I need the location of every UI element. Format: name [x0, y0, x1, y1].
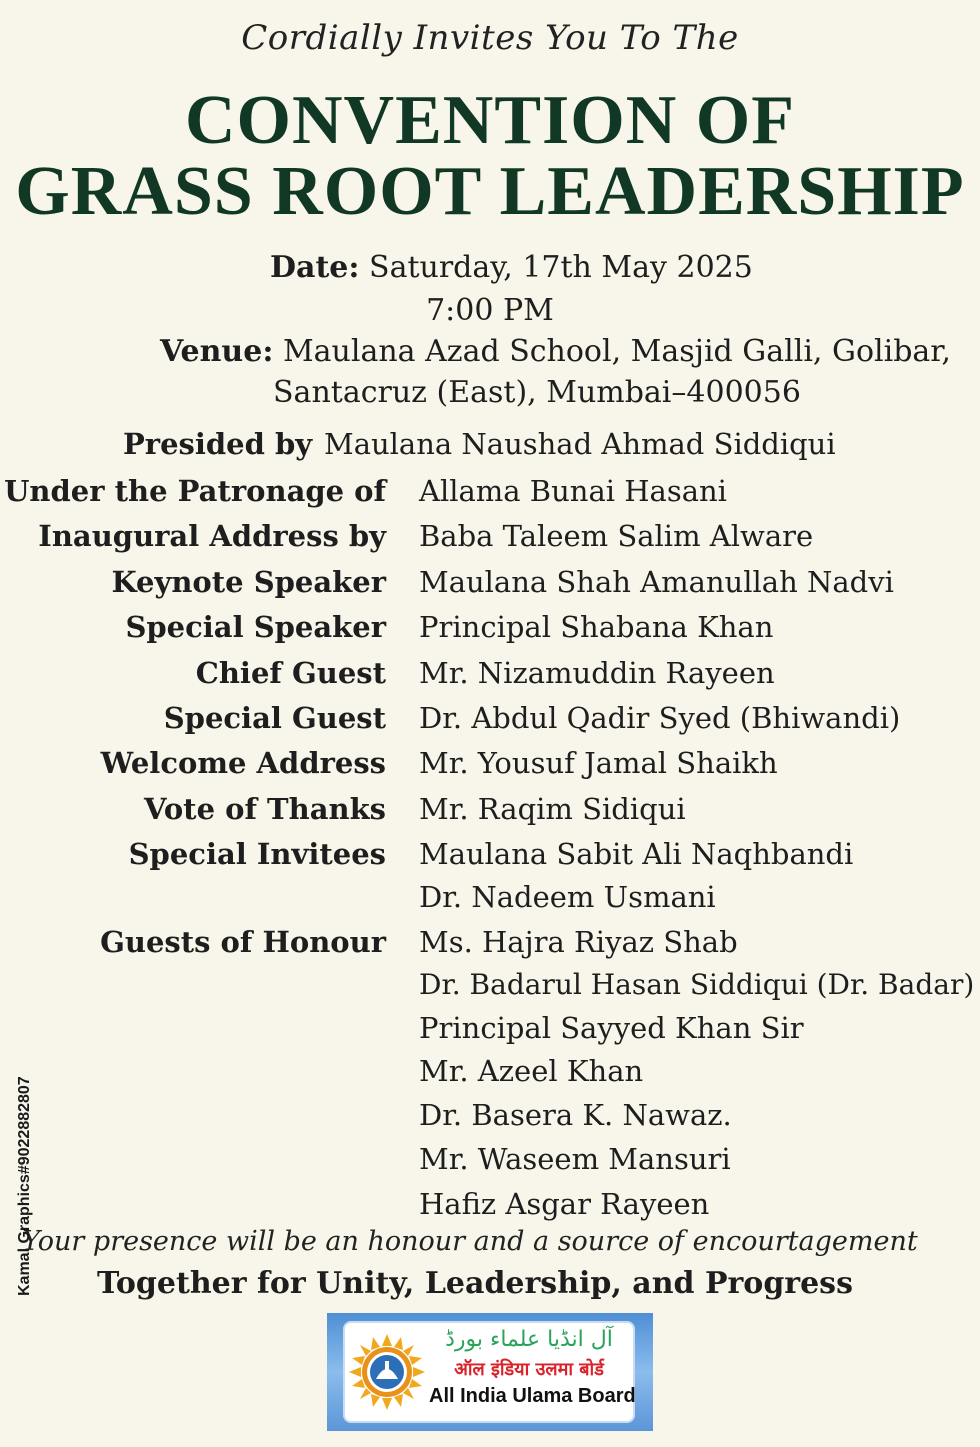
program-name: Dr. Basera K. Nawaz. [419, 1098, 732, 1132]
program-name: Mr. Azeel Khan [419, 1054, 644, 1088]
program-label: Guests of Honour [100, 925, 386, 959]
venue-label: Venue: [160, 334, 274, 369]
program-name: Dr. Nadeem Usmani [419, 880, 716, 914]
logo-panel [345, 1323, 636, 1421]
program-name: Dr. Abdul Qadir Syed (Bhiwandi) [419, 701, 901, 735]
program-name: Hafiz Asgar Rayeen [419, 1187, 710, 1221]
program-name: Principal Sayyed Khan Sir [419, 1011, 804, 1045]
tagline: Together for Unity, Leadership, and Progress [97, 1266, 853, 1301]
venue-line-1: Maulana Azad School, Masjid Galli, Golibar, [282, 334, 951, 369]
program-name: Maulana Sabit Ali Naqhbandi [419, 837, 854, 871]
program-label: Inaugural Address by [38, 519, 386, 553]
program-label: Vote of Thanks [144, 792, 386, 826]
program-name: Principal Shabana Khan [419, 610, 774, 644]
program-name: Mr. Nizamuddin Rayeen [419, 656, 775, 690]
program-label: Special Guest [163, 701, 386, 735]
date-label: Date: [270, 250, 360, 285]
program-name: Mr. Yousuf Jamal Shaikh [419, 746, 778, 780]
logo-urdu-text: آل انڈیا علماء بورڈ [445, 1327, 613, 1352]
presided-row [123, 427, 312, 461]
presence-line: Your presence will be an honour and a source of encourtagement [22, 1226, 918, 1257]
program-label: Chief Guest [195, 656, 386, 690]
program-name: Mr. Raqim Sidiqui [419, 792, 686, 826]
event-title-line-1: CONVENTION OF [185, 82, 795, 159]
program-name: Baba Taleem Salim Alware [419, 519, 814, 553]
event-title-line-2: GRASS ROOT LEADERSHIP [15, 153, 965, 230]
venue-line-2: Santacruz (East), Mumbai–400056 [273, 375, 801, 410]
logo-hindi-text: ऑल इंडिया उलमा बोर्ड [454, 1359, 604, 1380]
program-label: Welcome Address [100, 746, 386, 780]
venue-row [160, 334, 951, 369]
sun-emblem-icon [349, 1334, 425, 1410]
logo-english-text: All India Ulama Board [429, 1385, 636, 1407]
program-name: Dr. Badarul Hasan Siddiqui (Dr. Badar) [419, 968, 975, 1001]
program-label: Under the Patronage of [4, 474, 386, 508]
program-name: Allama Bunai Hasani [419, 474, 727, 508]
time-value: 7:00 PM [426, 293, 554, 328]
organization-logo [327, 1313, 653, 1431]
program-label: Special Speaker [125, 610, 386, 644]
presided-label: Presided by [123, 427, 313, 461]
invite-line: Cordially Invites You To The [241, 18, 739, 58]
program-name: Ms. Hajra Riyaz Shab [419, 925, 738, 959]
date-value: Saturday, 17th May 2025 [369, 250, 753, 285]
date-row [270, 250, 753, 285]
program-label: Keynote Speaker [111, 565, 386, 599]
program-label: Special Invitees [128, 837, 386, 871]
presided-name: Maulana Naushad Ahmad Siddiqui [324, 427, 836, 461]
program-name: Mr. Waseem Mansuri [419, 1142, 731, 1176]
designer-credit: Kamal Graphics#9022882807 [16, 1076, 33, 1296]
program-name: Maulana Shah Amanullah Nadvi [419, 565, 894, 599]
